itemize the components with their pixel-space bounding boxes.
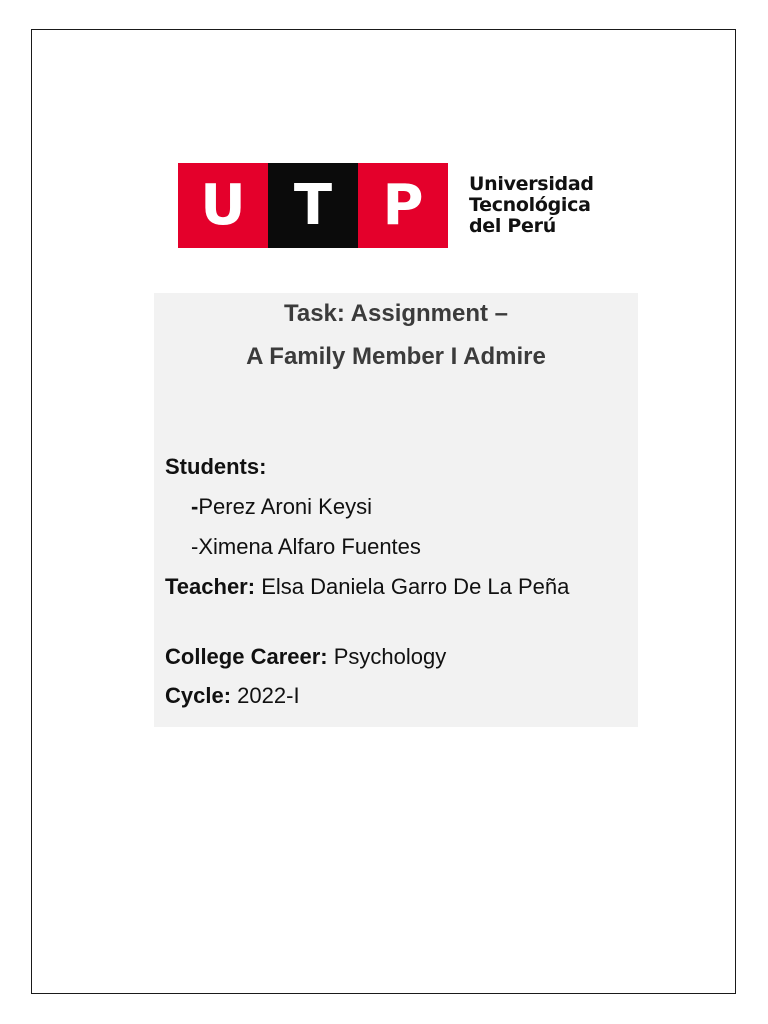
logo-text-line-3: del Perú	[469, 215, 556, 237]
cycle-value: 2022-I	[237, 683, 300, 708]
logo-text-line-1: Universidad	[469, 173, 594, 195]
logo-university-name	[469, 163, 594, 248]
student-name: Ximena Alfaro Fuentes	[198, 534, 421, 559]
career-value: Psychology	[333, 644, 447, 669]
cycle-label: Cycle:	[165, 683, 232, 708]
student-dash: -	[191, 534, 199, 559]
student-item	[191, 532, 641, 562]
logo-letter-t: T	[268, 163, 358, 248]
teacher-label: Teacher:	[165, 574, 256, 599]
teacher-line	[165, 572, 615, 602]
utp-logo	[178, 163, 594, 248]
students-label: Students:	[165, 454, 267, 479]
logo-letter-p: P	[358, 163, 448, 248]
title-line-2: A Family Member I Admire	[246, 343, 546, 370]
cover-info-box	[154, 293, 638, 727]
logo-text-line-2: Tecnológica	[469, 194, 591, 216]
career-line	[165, 642, 615, 672]
student-name: Perez Aroni Keysi	[198, 494, 372, 519]
title-line-1: Task: Assignment –	[283, 300, 509, 327]
student-item	[191, 492, 641, 522]
cycle-line	[165, 681, 615, 711]
student-dash: -	[191, 494, 199, 519]
teacher-value: Elsa Daniela Garro De La Peña	[261, 574, 570, 599]
logo-letter-u: U	[178, 163, 268, 248]
career-label: College Career:	[165, 644, 328, 669]
